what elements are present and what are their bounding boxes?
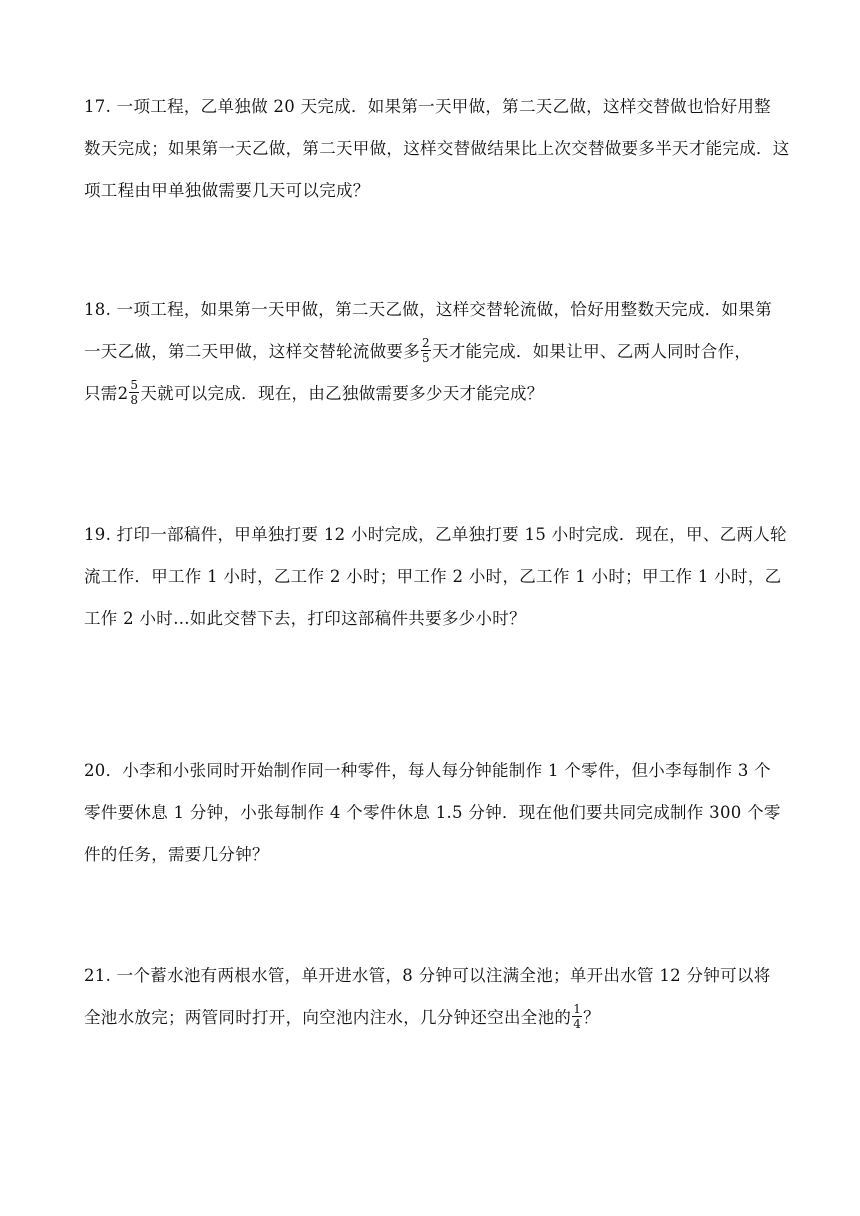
problem-18-line-1: 18. 一项工程，如果第一天甲做，第二天乙做，这样交替轮流做，恰好用整数天完成．如果第 [84, 300, 772, 319]
problem-21-line-2-text-a: 全池水放完；两管同时打开，向空池内注水，几分钟还空出全池的 [84, 1008, 572, 1027]
problem-18-line-2-text-a: 一天乙做，第二天甲做，这样交替轮流做要多 [84, 342, 420, 361]
problem-18 [84, 289, 780, 415]
mixed-number-whole: 2 [117, 384, 129, 403]
problem-21-line-1: 21. 一个蓄水池有两根水管，单开进水管，8 分钟可以注满全池；单开出水管 12 分钟可以将 [84, 966, 771, 985]
problem-18-line-2-text-b: 天才能完成．如果让甲、乙两人同时合作， [431, 342, 752, 361]
problem-19-line-2: 流工作．甲工作 1 小时，乙工作 2 小时；甲工作 2 小时，乙工作 1 小时；甲工作 1 小时，乙 [84, 567, 782, 586]
problem-17 [84, 86, 790, 212]
fraction-numerator: 2 [422, 336, 430, 350]
problem-21-line-2 [84, 997, 780, 1039]
fraction-denominator: 8 [130, 393, 139, 407]
problem-21-line-2-text-b: ？ [583, 1008, 600, 1027]
fraction-denominator: 5 [422, 351, 430, 365]
fraction-two-fifths [421, 337, 431, 364]
fraction-numerator: 1 [573, 1002, 582, 1016]
problem-20 [84, 750, 780, 876]
problem-20-line-1: 20．小李和小张同时开始制作同一种零件，每人每分钟能制作 1 个零件，但小李每制作 3 个 [84, 761, 771, 780]
problem-18-line-3 [84, 373, 780, 415]
fraction-denominator: 4 [573, 1017, 582, 1031]
problem-17-line-1: 17. 一项工程，乙单独做 20 天完成．如果第一天甲做，第二天乙做，这样交替做也恰好用整 [84, 97, 771, 116]
fraction-one-quarter [572, 1003, 582, 1030]
problem-18-line-3-text-a: 只需 [84, 384, 118, 403]
problem-17-line-2: 数天完成；如果第一天乙做，第二天甲做，这样交替做结果比上次交替做要多半天才能完成．这 [84, 139, 790, 158]
problem-20-line-2: 零件要休息 1 分钟，小张每制作 4 个零件休息 1.5 分钟．现在他们要共同完成制作 300 个零 [84, 803, 781, 822]
problem-17-line-3: 项工程由甲单独做需要几天可以完成？ [84, 181, 370, 200]
fraction-numerator: 5 [130, 378, 139, 392]
problem-18-line-2 [84, 331, 780, 373]
problem-18-line-3-text-b: 天就可以完成．现在，由乙独做需要多少天才能完成？ [140, 384, 544, 403]
fraction-five-eighths [129, 379, 139, 406]
problem-19 [84, 514, 787, 640]
problem-20-line-3: 件的任务，需要几分钟？ [84, 845, 269, 864]
problem-21 [84, 955, 780, 1039]
problem-19-line-1: 19. 打印一部稿件，甲单独打要 12 小时完成，乙单独打要 15 小时完成．现在，甲、乙两人轮 [84, 525, 787, 544]
problem-19-line-3: 工作 2 小时…如此交替下去，打印这部稿件共要多少小时？ [84, 609, 526, 628]
